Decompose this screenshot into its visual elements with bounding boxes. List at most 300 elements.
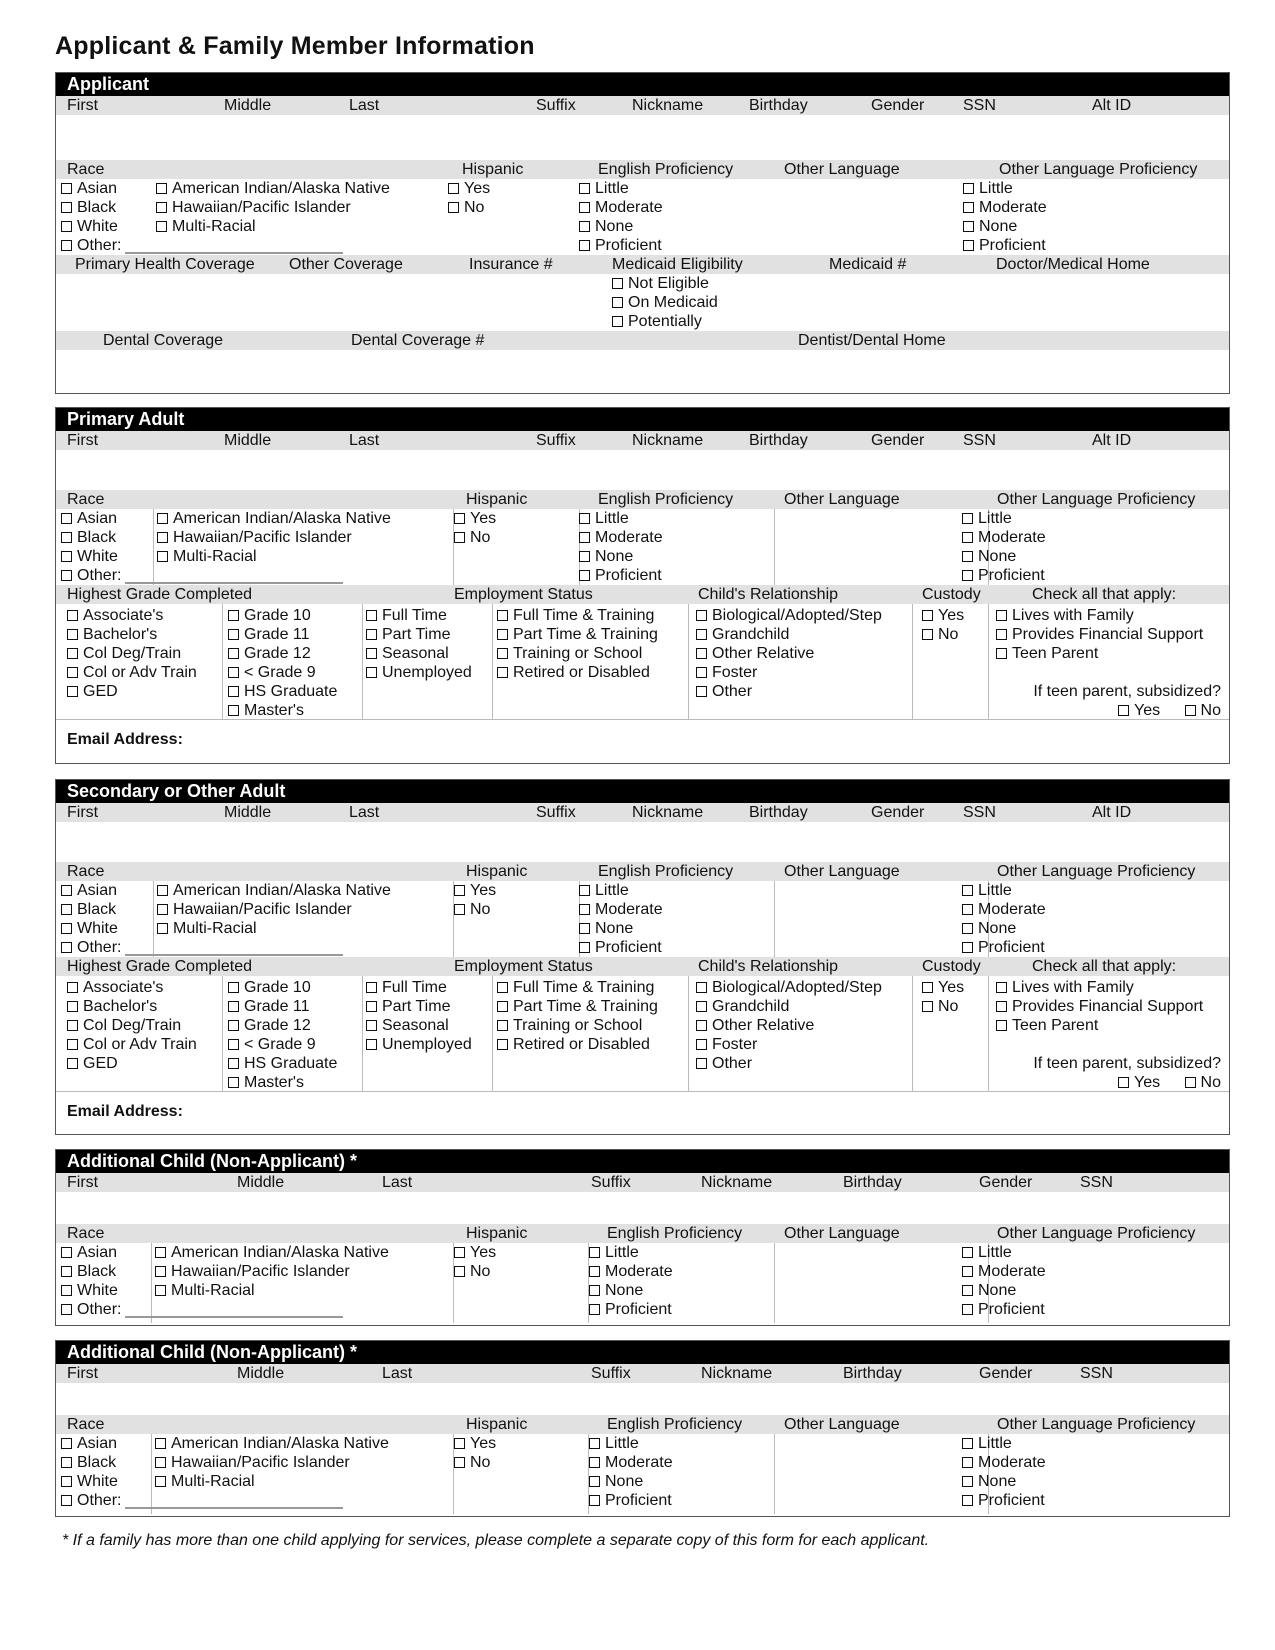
english-proficiency-label: English Proficiency [598, 161, 734, 178]
other-lang-moderate[interactable] [962, 1453, 1046, 1472]
email-row[interactable] [56, 719, 1229, 749]
custody-yes[interactable] [922, 606, 964, 625]
option-label: Grade 11 [244, 998, 310, 1015]
option-label: Full Time & Training [513, 979, 655, 996]
hispanic-yes[interactable] [454, 1434, 496, 1453]
divider [774, 1434, 775, 1514]
ssn-label: SSN [963, 804, 996, 821]
option-label: Yes [470, 882, 497, 899]
employment-status-label: Employment Status [454, 958, 593, 975]
emp-retired-disabled[interactable] [497, 1035, 658, 1054]
checkbox-icon [157, 904, 168, 915]
other-language-label: Other Language [784, 161, 900, 178]
checkbox-icon [962, 1304, 973, 1315]
english-little[interactable] [589, 1243, 673, 1262]
option-label: Full Time [382, 607, 447, 624]
english-moderate[interactable] [589, 1453, 673, 1472]
provides-financial-support[interactable] [996, 625, 1221, 644]
grade-associates[interactable] [67, 606, 197, 625]
hispanic-no[interactable] [454, 1262, 496, 1281]
checkbox-icon [589, 1438, 600, 1449]
race-hawaiian[interactable] [157, 900, 391, 919]
other-lang-little[interactable] [962, 509, 1046, 528]
english-moderate[interactable] [579, 900, 663, 919]
option-label: Proficient [605, 1301, 672, 1318]
grade-10[interactable] [228, 978, 337, 997]
grade-11[interactable] [228, 997, 337, 1016]
divider [688, 604, 689, 719]
secondary-adult-section [55, 779, 1230, 1135]
option-label: HS Graduate [244, 683, 338, 700]
option-label: Grade 10 [244, 979, 311, 996]
grade-12[interactable] [228, 644, 337, 663]
race-multi-racial[interactable] [157, 919, 391, 938]
provides-financial-support[interactable] [996, 997, 1221, 1016]
name-field-labels [56, 96, 1229, 115]
english-proficiency-label: English Proficiency [598, 491, 734, 508]
option-label: None [978, 548, 1017, 565]
option-label: Unemployed [382, 1036, 472, 1053]
teen-parent[interactable] [996, 644, 1221, 663]
demographics-labels [56, 1415, 1229, 1434]
hispanic-no[interactable] [454, 1453, 496, 1472]
name-fields-area[interactable] [56, 1383, 1229, 1415]
english-little[interactable] [589, 1434, 673, 1453]
option-label: Moderate [595, 529, 663, 546]
divider [362, 604, 363, 719]
checkbox-icon [156, 221, 167, 232]
option-label: Moderate [595, 901, 663, 918]
demographics-labels [56, 1224, 1229, 1243]
grade-below-9[interactable] [228, 663, 337, 682]
option-label: No [464, 199, 485, 216]
option-label: Seasonal [382, 645, 449, 662]
teen-subsidized-yes[interactable] [1118, 702, 1160, 719]
checkbox-icon [228, 1058, 239, 1069]
emp-full-time[interactable] [366, 606, 472, 625]
option-label: Proficient [595, 237, 662, 254]
english-proficient[interactable] [579, 566, 663, 585]
demographics-options [56, 509, 1229, 585]
checkbox-icon [61, 532, 72, 543]
dental-labels [56, 331, 1229, 350]
emp-full-time[interactable] [366, 978, 472, 997]
checkbox-icon [366, 629, 377, 640]
custody-no[interactable] [922, 625, 964, 644]
race-american-indian[interactable] [157, 509, 391, 528]
grade-11[interactable] [228, 625, 337, 644]
grade-col-adv-train[interactable] [67, 663, 197, 682]
english-none[interactable] [579, 217, 663, 236]
other-lang-none[interactable] [962, 919, 1046, 938]
grade-bachelors[interactable] [67, 997, 197, 1016]
other-lang-little[interactable] [962, 1243, 1046, 1262]
divider [222, 976, 223, 1091]
divider [774, 509, 775, 585]
other-lang-little[interactable] [962, 881, 1046, 900]
medicaid-potentially[interactable] [612, 312, 718, 331]
first-label: First [67, 1365, 99, 1382]
checkbox-icon [61, 513, 72, 524]
name-fields-area[interactable] [56, 115, 1229, 160]
english-moderate[interactable] [579, 528, 663, 547]
race-american-indian[interactable] [155, 1434, 389, 1453]
checkbox-icon [156, 183, 167, 194]
nickname-label: Nickname [632, 804, 704, 821]
option-label: Retired or Disabled [513, 1036, 650, 1053]
teen-subsidized-yes[interactable] [1118, 1074, 1160, 1091]
rel-grandchild[interactable] [696, 997, 882, 1016]
option-label: None [978, 920, 1017, 937]
rel-foster[interactable] [696, 663, 882, 682]
grade-ged[interactable] [67, 1054, 197, 1073]
checkbox-icon [579, 513, 590, 524]
english-little[interactable] [579, 509, 663, 528]
grade-10[interactable] [228, 606, 337, 625]
email-label: Email Address: [67, 1103, 183, 1120]
emp-part-time[interactable] [366, 625, 472, 644]
grade-col-deg-train[interactable] [67, 644, 197, 663]
hispanic-no[interactable] [454, 528, 496, 547]
emp-full-time-training[interactable] [497, 606, 658, 625]
english-moderate[interactable] [579, 198, 663, 217]
english-none[interactable] [579, 547, 663, 566]
teen-subsidized-options [996, 1073, 1221, 1092]
medicaid-on[interactable] [612, 293, 718, 312]
other-lang-little[interactable] [963, 179, 1047, 198]
medicaid-not-eligible[interactable] [612, 274, 718, 293]
option-label: Proficient [978, 1301, 1045, 1318]
other-lang-none[interactable] [963, 217, 1047, 236]
checkbox-icon [579, 532, 590, 543]
rel-biological[interactable] [696, 978, 882, 997]
checkbox-icon [61, 1247, 72, 1258]
rel-grandchild[interactable] [696, 625, 882, 644]
option-label: Provides Financial Support [1012, 998, 1204, 1015]
hispanic-yes[interactable] [454, 1243, 496, 1262]
checkbox-icon [228, 1020, 239, 1031]
hispanic-yes[interactable] [454, 509, 496, 528]
checkbox-icon [228, 1039, 239, 1050]
checkbox-icon [366, 1020, 377, 1031]
option-label: No [470, 529, 491, 546]
checkbox-icon [366, 648, 377, 659]
childs-relationship-label: Child's Relationship [698, 958, 839, 975]
checkbox-icon [454, 885, 465, 896]
option-label: Little [605, 1435, 639, 1452]
checkbox-icon [497, 610, 508, 621]
demographics-labels [56, 862, 1229, 881]
checkbox-icon [497, 1039, 508, 1050]
option-label: Teen Parent [1012, 1017, 1099, 1034]
custody-no[interactable] [922, 997, 964, 1016]
name-field-labels [56, 1173, 1229, 1192]
first-label: First [67, 97, 99, 114]
emp-training-school[interactable] [497, 1016, 658, 1035]
doctor-medical-home-label: Doctor/Medical Home [996, 256, 1150, 273]
checkbox-icon [157, 923, 168, 934]
race-american-indian[interactable] [156, 179, 390, 198]
option-label: No [938, 626, 959, 643]
race-hawaiian[interactable] [155, 1262, 389, 1281]
demographics-labels [56, 160, 1229, 179]
race-label: Race [67, 1416, 105, 1433]
other-lang-none[interactable] [962, 1472, 1046, 1491]
race-multi-racial[interactable] [155, 1472, 389, 1491]
checkbox-icon [696, 1020, 707, 1031]
rel-biological[interactable] [696, 606, 882, 625]
option-label: Full Time & Training [513, 607, 655, 624]
last-label: Last [349, 432, 380, 449]
checkbox-icon [696, 667, 707, 678]
english-none[interactable] [579, 919, 663, 938]
checkbox-icon [696, 982, 707, 993]
checkbox-icon [1118, 705, 1129, 716]
option-label: Hawaiian/Pacific Islander [172, 199, 351, 216]
last-label: Last [382, 1174, 413, 1191]
option-label: No [470, 901, 491, 918]
option-label: Associate's [83, 979, 164, 996]
emp-training-school[interactable] [497, 644, 658, 663]
english-none[interactable] [589, 1281, 673, 1300]
english-none[interactable] [589, 1472, 673, 1491]
checkbox-icon [454, 532, 465, 543]
other-lang-moderate[interactable] [962, 900, 1046, 919]
option-label: Yes [470, 1435, 497, 1452]
checkbox-icon [228, 648, 239, 659]
race-hawaiian[interactable] [156, 198, 390, 217]
hispanic-no[interactable] [454, 900, 496, 919]
checkbox-icon [589, 1285, 600, 1296]
other-language-label: Other Language [784, 1416, 900, 1433]
emp-unemployed[interactable] [366, 1035, 472, 1054]
option-label: Full Time [382, 979, 447, 996]
rel-other-relative[interactable] [696, 644, 882, 663]
alt-id-label: Alt ID [1092, 432, 1132, 449]
checkbox-icon [61, 885, 72, 896]
hispanic-no[interactable] [448, 198, 490, 217]
hispanic-label: Hispanic [462, 161, 524, 178]
checkbox-icon [448, 183, 459, 194]
emp-full-time-training[interactable] [497, 978, 658, 997]
option-label: Proficient [605, 1492, 672, 1509]
english-proficiency-label: English Proficiency [607, 1416, 743, 1433]
emp-retired-disabled[interactable] [497, 663, 658, 682]
dental-fields-area[interactable] [56, 350, 1229, 386]
other-language-label: Other Language [784, 1225, 900, 1242]
option-label: Master's [244, 1074, 304, 1091]
nickname-label: Nickname [632, 432, 704, 449]
english-proficient[interactable] [589, 1491, 673, 1510]
race-label: Race [67, 491, 105, 508]
option-label: Multi-Racial [171, 1282, 255, 1299]
emp-part-time-training[interactable] [497, 997, 658, 1016]
checkbox-icon [497, 1001, 508, 1012]
option-label: Hawaiian/Pacific Islander [171, 1454, 350, 1471]
custody-yes[interactable] [922, 978, 964, 997]
other-lang-none[interactable] [962, 547, 1046, 566]
other-lang-moderate[interactable] [962, 1262, 1046, 1281]
section-header: Primary Adult [56, 408, 1229, 431]
race-american-indian[interactable] [157, 881, 391, 900]
name-fields-area[interactable] [56, 1192, 1229, 1224]
english-little[interactable] [579, 881, 663, 900]
medicaid-eligibility-label: Medicaid Eligibility [612, 256, 743, 273]
english-proficient[interactable] [579, 236, 663, 255]
english-proficient[interactable] [589, 1300, 673, 1319]
other-lang-none[interactable] [962, 1281, 1046, 1300]
hispanic-yes[interactable] [454, 881, 496, 900]
rel-other[interactable] [696, 1054, 882, 1073]
highest-grade-label: Highest Grade Completed [67, 958, 252, 975]
checkbox-icon [228, 982, 239, 993]
option-label: American Indian/Alaska Native [172, 180, 390, 197]
checkbox-icon [157, 513, 168, 524]
nickname-label: Nickname [632, 97, 704, 114]
grade-col-adv-train[interactable] [67, 1035, 197, 1054]
checkbox-icon [579, 570, 590, 581]
checkbox-icon [696, 648, 707, 659]
other-lang-proficient[interactable] [962, 1491, 1046, 1510]
teen-subsidized-no[interactable] [1185, 702, 1221, 719]
option-label: None [595, 548, 634, 565]
option-label: Teen Parent [1012, 645, 1099, 662]
grade-below-9[interactable] [228, 1035, 337, 1054]
option-label: Grade 10 [244, 607, 311, 624]
option-label: Grandchild [712, 626, 790, 643]
checkbox-icon [228, 686, 239, 697]
lives-with-family[interactable] [996, 978, 1221, 997]
other-lang-moderate[interactable] [963, 198, 1047, 217]
name-fields-area[interactable] [56, 450, 1229, 490]
checkbox-icon [579, 551, 590, 562]
checkbox-icon [67, 648, 78, 659]
alt-id-label: Alt ID [1092, 804, 1132, 821]
checkbox-icon [612, 297, 623, 308]
other-language-proficiency-label: Other Language Proficiency [999, 161, 1198, 178]
demographics-options [56, 1434, 1229, 1514]
grade-12[interactable] [228, 1016, 337, 1035]
checkbox-icon [155, 1266, 166, 1277]
lives-with-family[interactable] [996, 606, 1221, 625]
checkbox-icon [61, 1304, 72, 1315]
option-label: Training or School [513, 1017, 643, 1034]
teen-subsidized-no[interactable] [1185, 1074, 1221, 1091]
health-fields-area[interactable] [56, 274, 1229, 331]
grade-hs-graduate[interactable] [228, 1054, 337, 1073]
other-lang-proficient[interactable] [962, 566, 1046, 585]
option-label: Asian [77, 1244, 118, 1261]
other-lang-proficient[interactable] [962, 1300, 1046, 1319]
option-label: Training or School [513, 645, 643, 662]
checkbox-icon [454, 904, 465, 915]
name-fields-area[interactable] [56, 822, 1229, 862]
option-label: Multi-Racial [173, 548, 257, 565]
other-lang-proficient[interactable] [962, 938, 1046, 957]
last-label: Last [382, 1365, 413, 1382]
english-moderate[interactable] [589, 1262, 673, 1281]
emp-unemployed[interactable] [366, 663, 472, 682]
english-proficient[interactable] [579, 938, 663, 957]
english-little[interactable] [579, 179, 663, 198]
checkbox-icon [963, 221, 974, 232]
option-label: Little [605, 1244, 639, 1261]
checkbox-icon [612, 316, 623, 327]
adult-status-labels [56, 957, 1229, 976]
race-hawaiian[interactable] [155, 1453, 389, 1472]
highest-grade-label: Highest Grade Completed [67, 586, 252, 603]
other-lang-moderate[interactable] [962, 528, 1046, 547]
english-proficiency-label: English Proficiency [607, 1225, 743, 1242]
race-american-indian[interactable] [155, 1243, 389, 1262]
checkbox-icon [61, 551, 72, 562]
emp-part-time-training[interactable] [497, 625, 658, 644]
option-label: American Indian/Alaska Native [173, 510, 391, 527]
rel-other[interactable] [696, 682, 882, 701]
checkbox-icon [61, 923, 72, 934]
checkbox-icon [366, 610, 377, 621]
other-language-proficiency-label: Other Language Proficiency [997, 863, 1196, 880]
option-label: Grade 12 [244, 1017, 311, 1034]
grade-masters[interactable] [228, 701, 337, 720]
emp-seasonal[interactable] [366, 1016, 472, 1035]
option-label: Hawaiian/Pacific Islander [173, 901, 352, 918]
birthday-label: Birthday [749, 804, 808, 821]
rel-foster[interactable] [696, 1035, 882, 1054]
grade-col-deg-train[interactable] [67, 1016, 197, 1035]
emp-seasonal[interactable] [366, 644, 472, 663]
race-multi-racial[interactable] [157, 547, 391, 566]
option-label: Little [979, 180, 1013, 197]
grade-associates[interactable] [67, 978, 197, 997]
grade-hs-graduate[interactable] [228, 682, 337, 701]
option-label: White [77, 920, 118, 937]
grade-bachelors[interactable] [67, 625, 197, 644]
race-multi-racial[interactable] [156, 217, 390, 236]
emp-part-time[interactable] [366, 997, 472, 1016]
other-lang-proficient[interactable] [963, 236, 1047, 255]
grade-ged[interactable] [67, 682, 197, 701]
grade-masters[interactable] [228, 1073, 337, 1092]
checkbox-icon [579, 942, 590, 953]
checkbox-icon [67, 686, 78, 697]
rel-other-relative[interactable] [696, 1016, 882, 1035]
teen-parent[interactable] [996, 1016, 1221, 1035]
checkbox-icon [589, 1304, 600, 1315]
checkbox-icon [579, 885, 590, 896]
option-label: Black [77, 199, 117, 216]
option-label: Multi-Racial [171, 1473, 255, 1490]
hispanic-yes[interactable] [448, 179, 490, 198]
additional-child-section-2 [55, 1340, 1230, 1517]
nickname-label: Nickname [701, 1365, 773, 1382]
checkbox-icon [1185, 1077, 1196, 1088]
suffix-label: Suffix [536, 97, 576, 114]
race-multi-racial[interactable] [155, 1281, 389, 1300]
divider [222, 604, 223, 719]
demographics-options [56, 881, 1229, 957]
checkbox-icon [454, 1438, 465, 1449]
option-label: No [1200, 1074, 1221, 1091]
option-label: Grade 12 [244, 645, 311, 662]
option-label: < Grade 9 [244, 664, 316, 681]
checkbox-icon [1118, 1077, 1129, 1088]
race-hawaiian[interactable] [157, 528, 391, 547]
other-lang-little[interactable] [962, 1434, 1046, 1453]
option-label: On Medicaid [628, 294, 718, 311]
check-all-label: Check all that apply: [1032, 586, 1177, 603]
email-row[interactable] [56, 1091, 1229, 1121]
